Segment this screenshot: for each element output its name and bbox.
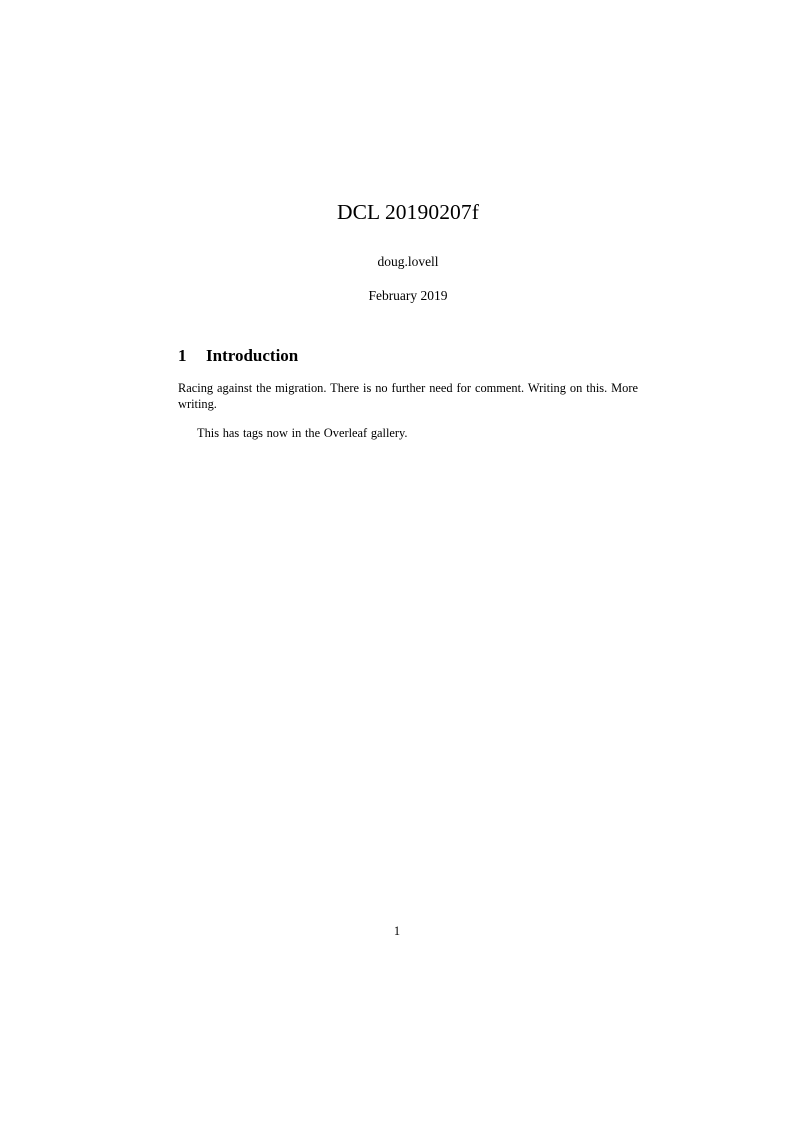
page-title: DCL 20190207f [336,200,480,224]
document-author: doug.lovell [377,253,439,269]
section-title: Introduction [206,346,299,366]
section-number: 1 [178,346,187,366]
document-body [178,200,638,453]
paragraph: This has tags now in the Overleaf gallery. [197,425,408,440]
section-heading-introduction [178,346,638,366]
page-number: 1 [393,924,401,938]
document-date: February 2019 [368,287,448,303]
paragraph: Racing against the migration. There is no further need for comment. Writing on this. More writing. [178,380,638,411]
